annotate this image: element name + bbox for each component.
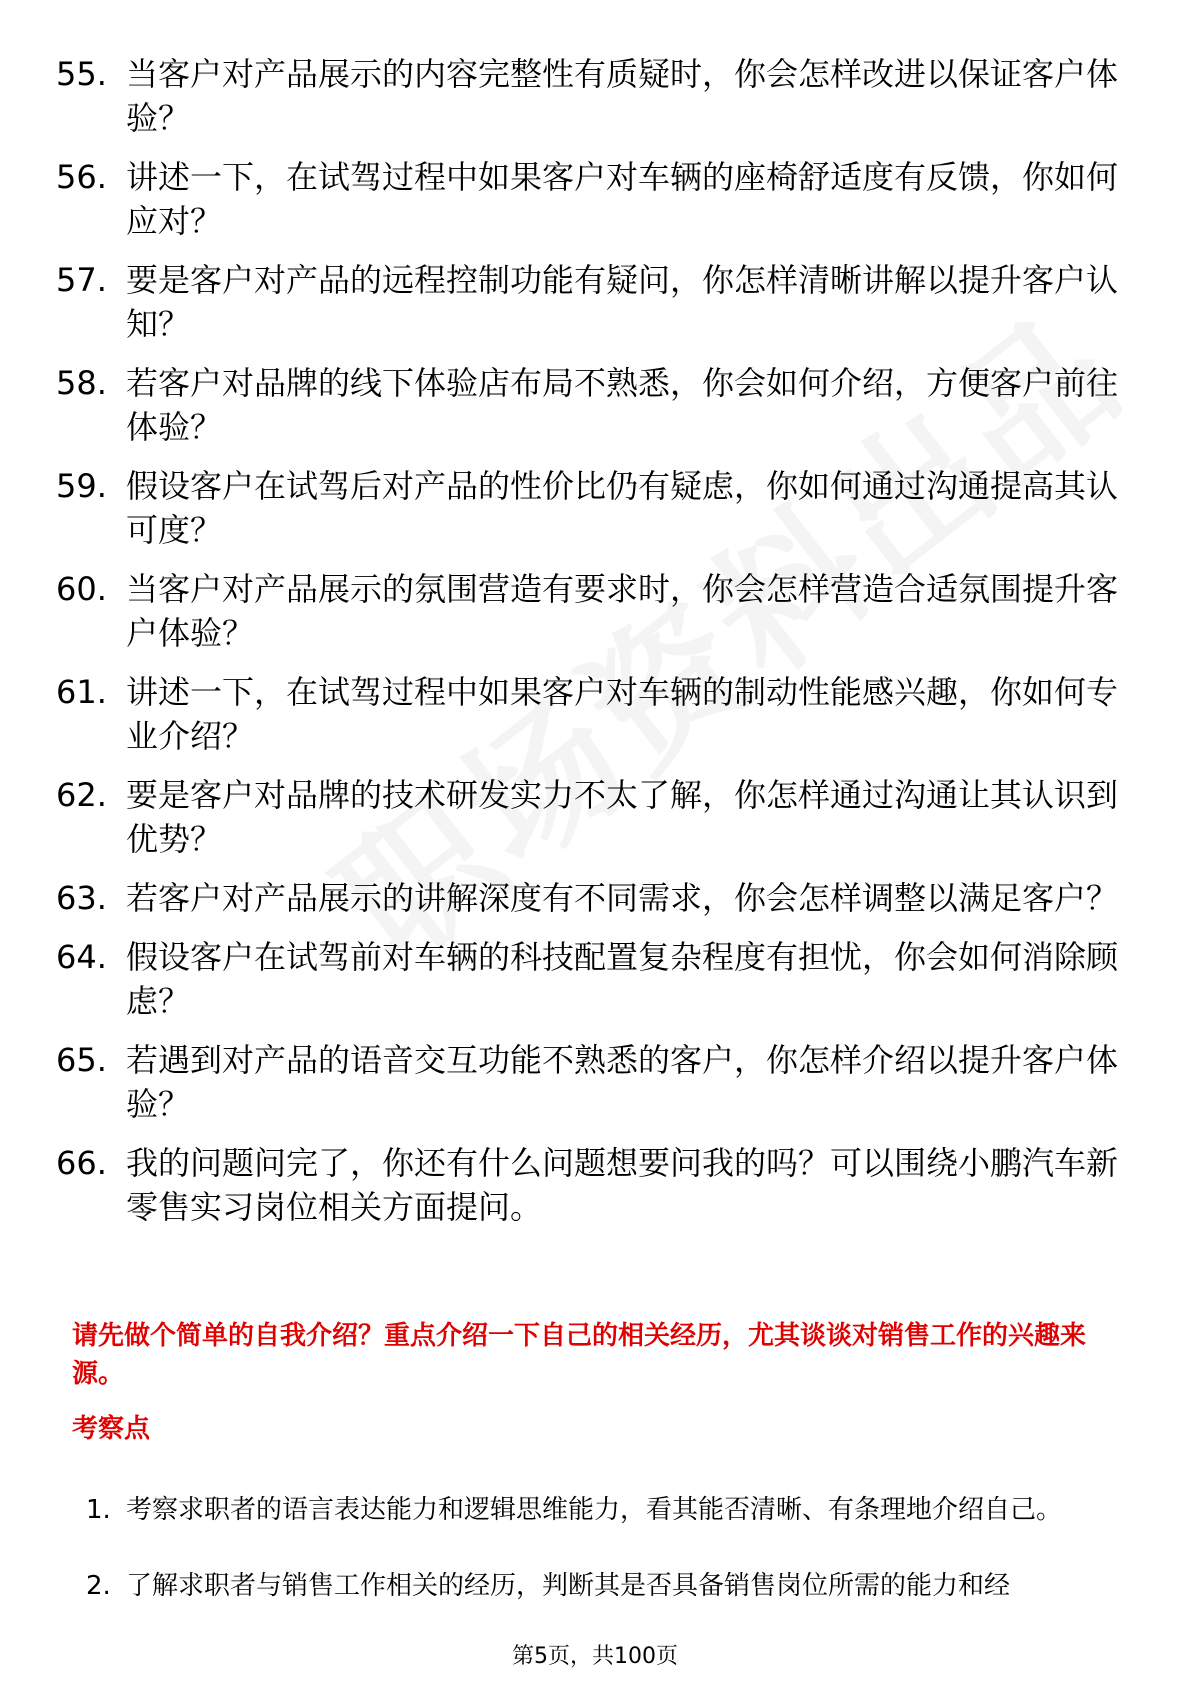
question-number: 62. (56, 776, 107, 814)
question-text: 讲述一下，在试驾过程中如果客户对车辆的制动性能感兴趣，你如何专业介绍？ (126, 673, 1119, 755)
page-footer: 第5页，共100页 (512, 1644, 678, 1669)
question-number: 66. (56, 1144, 107, 1182)
point-number: 1. (86, 1495, 111, 1525)
assessment-point-list (86, 1478, 1136, 1630)
question-text: 当客户对产品展示的内容完整性有质疑时，你会怎样改进以保证客户体验？ (126, 55, 1119, 137)
question-number: 59. (56, 467, 107, 505)
section-title: 考察点 (72, 1414, 151, 1444)
list-item (56, 773, 1136, 861)
question-text: 要是客户对品牌的技术研发实力不太了解，你怎样通过沟通让其认识到优势？ (126, 776, 1119, 858)
question-number: 55. (56, 55, 107, 93)
list-item (56, 567, 1136, 655)
question-number: 65. (56, 1041, 107, 1079)
question-text: 假设客户在试驾后对产品的性价比仍有疑虑，你如何通过沟通提高其认可度？ (126, 467, 1119, 549)
list-item (86, 1554, 1136, 1618)
question-text: 我的问题问完了，你还有什么问题想要问我的吗？可以围绕小鹏汽车新零售实习岗位相关方面提问。 (126, 1144, 1119, 1226)
question-text: 若遇到对产品的语音交互功能不熟悉的客户，你怎样介绍以提升客户体验？ (126, 1041, 1119, 1123)
question-text: 若客户对产品展示的讲解深度有不同需求，你会怎样调整以满足客户？ (126, 879, 1119, 917)
list-item (56, 876, 1136, 920)
question-text: 若客户对品牌的线下体验店布局不熟悉，你会如何介绍，方便客户前往体验？ (126, 364, 1119, 446)
question-text: 假设客户在试驾前对车辆的科技配置复杂程度有担忧，你会如何消除顾虑？ (126, 938, 1119, 1020)
question-number: 61. (56, 673, 107, 711)
list-item (56, 935, 1136, 1023)
list-item (56, 670, 1136, 758)
list-item (56, 258, 1136, 346)
question-number: 64. (56, 938, 107, 976)
list-item (56, 1038, 1136, 1126)
point-number: 2. (86, 1571, 111, 1601)
question-text: 讲述一下，在试驾过程中如果客户对车辆的座椅舒适度有反馈，你如何应对？ (126, 158, 1119, 240)
question-text: 要是客户对产品的远程控制功能有疑问，你怎样清晰讲解以提升客户认知？ (126, 261, 1119, 343)
list-item (56, 1141, 1136, 1229)
list-item (56, 464, 1136, 552)
list-item (56, 52, 1136, 140)
question-number: 63. (56, 879, 107, 917)
question-number: 58. (56, 364, 107, 402)
point-text: 了解求职者与销售工作相关的经历，判断其是否具备销售岗位所需的能力和经 (126, 1571, 1011, 1601)
list-item (56, 155, 1136, 243)
question-number: 56. (56, 158, 107, 196)
list-item (86, 1478, 1136, 1542)
question-number: 57. (56, 261, 107, 299)
highlight-question: 请先做个简单的自我介绍？重点介绍一下自己的相关经历，尤其谈谈对销售工作的兴趣来源。 (72, 1321, 1087, 1389)
question-number: 60. (56, 570, 107, 608)
question-list (56, 52, 1136, 1244)
list-item (56, 361, 1136, 449)
question-text: 当客户对产品展示的氛围营造有要求时，你会怎样营造合适氛围提升客户体验？ (126, 570, 1119, 652)
point-text: 考察求职者的语言表达能力和逻辑思维能力，看其能否清晰、有条理地介绍自己。 (126, 1495, 1063, 1525)
